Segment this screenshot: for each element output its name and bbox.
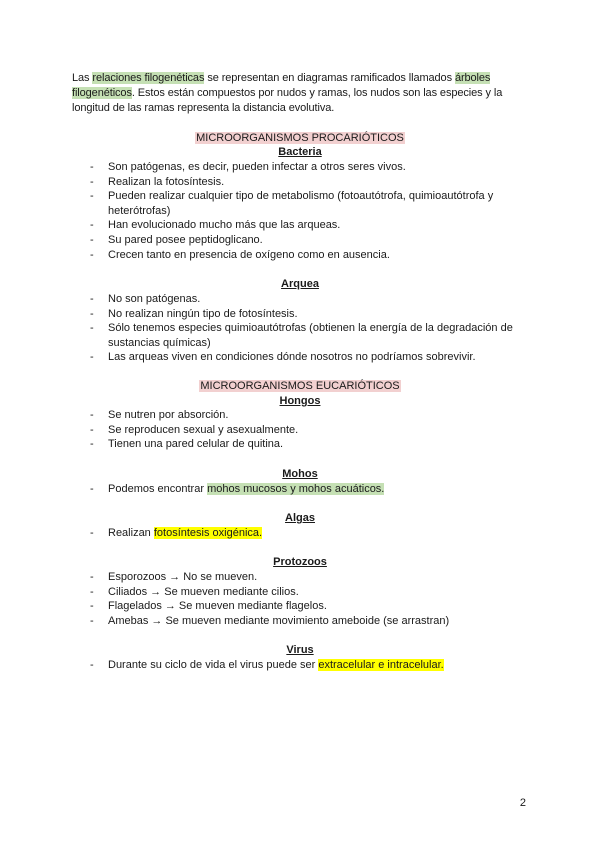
intro-paragraph [72,71,532,116]
subheading-bacteria: Bacteria [278,146,322,158]
subheading-mohos: Mohos [282,468,318,480]
list-item: - Crecen tanto en presencia de oxígeno como en ausencia. [90,248,390,261]
list-item: - Amebas → Se mueven mediante movimiento ameboide (se arrastran) [90,614,450,627]
intro-text-3: . Estos están compuestos por nudos y ramas, los nudos son las especies y la longitud de las ramas representa la distancia evolutiva. [72,87,503,114]
subheading-hongos: Hongos [279,395,321,407]
subheading-virus: Virus [286,644,314,656]
heading-procariotas: MICROORGANISMOS PROCARIÓTICOS [196,132,404,144]
list-item: - No realizan ningún tipo de fotosíntesis. [90,307,298,320]
page-number: 2 [519,797,526,809]
list-item: - Tienen una pared celular de quitina. [90,438,284,451]
list-bacteria [72,160,532,262]
list-hongos [72,408,532,452]
list-item: - Se nutren por absorción. [90,409,229,421]
list-protozoos [72,570,532,628]
list-item: - Realizan la fotosíntesis. [90,175,225,188]
list-item: - Son patógenas, es decir, pueden infectar a otros seres vivos. [90,161,406,173]
subheading-algas: Algas [285,512,315,524]
list-item: - Sólo tenemos especies quimioautótrofas (obtienen la energía de la degradación de sustancias químicas) [90,322,513,349]
highlight-relaciones: relaciones filogenéticas [92,72,205,84]
highlight-fotosintesis: fotosíntesis oxigénica. [153,527,263,539]
list-item: - Se reproducen sexual y asexualmente. [90,423,299,436]
list-item: - Flagelados → Se mueven mediante flagelos. [90,600,327,613]
list-item: - No son patógenas. [90,293,201,305]
highlight-extracelular: extracelular e intracelular. [318,659,444,671]
intro-text-2: se representan en diagramas ramificados llamados [204,72,455,84]
list-item: - Ciliados → Se mueven mediante cilios. [90,585,299,598]
list-item: - Esporozoos → No se mueven. [90,571,258,583]
list-item: - Las arqueas viven en condiciones dónde nosotros no podríamos sobrevivir. [90,351,476,364]
list-arquea [72,292,532,365]
intro-text-1: Las [72,72,93,84]
list-algas [72,526,532,541]
list-item: - Podemos encontrar mohos mucosos y mohos acuáticos. [90,483,385,495]
list-item: - Pueden realizar cualquier tipo de metabolismo (fotoautótrofa, quimioautótrofa y heterótrofas) [90,190,494,217]
list-mohos [72,482,532,497]
list-item: - Su pared posee peptidoglicano. [90,233,263,246]
subheading-arquea: Arquea [281,278,319,290]
highlight-mohos: mohos mucosos y mohos acuáticos. [207,483,385,495]
list-virus [72,658,532,673]
list-item: - Realizan fotosíntesis oxigénica. [90,527,263,539]
subheading-protozoos: Protozoos [273,556,327,568]
list-item: - Han evolucionado mucho más que las arqueas. [90,219,341,232]
list-item: - Durante su ciclo de vida el virus puede ser extracelular e intracelular. [90,659,444,671]
highlight-arboles: árboles filogenéticos [72,72,491,99]
heading-eucariotas: MICROORGANISMOS EUCARIÓTICOS [200,380,400,392]
